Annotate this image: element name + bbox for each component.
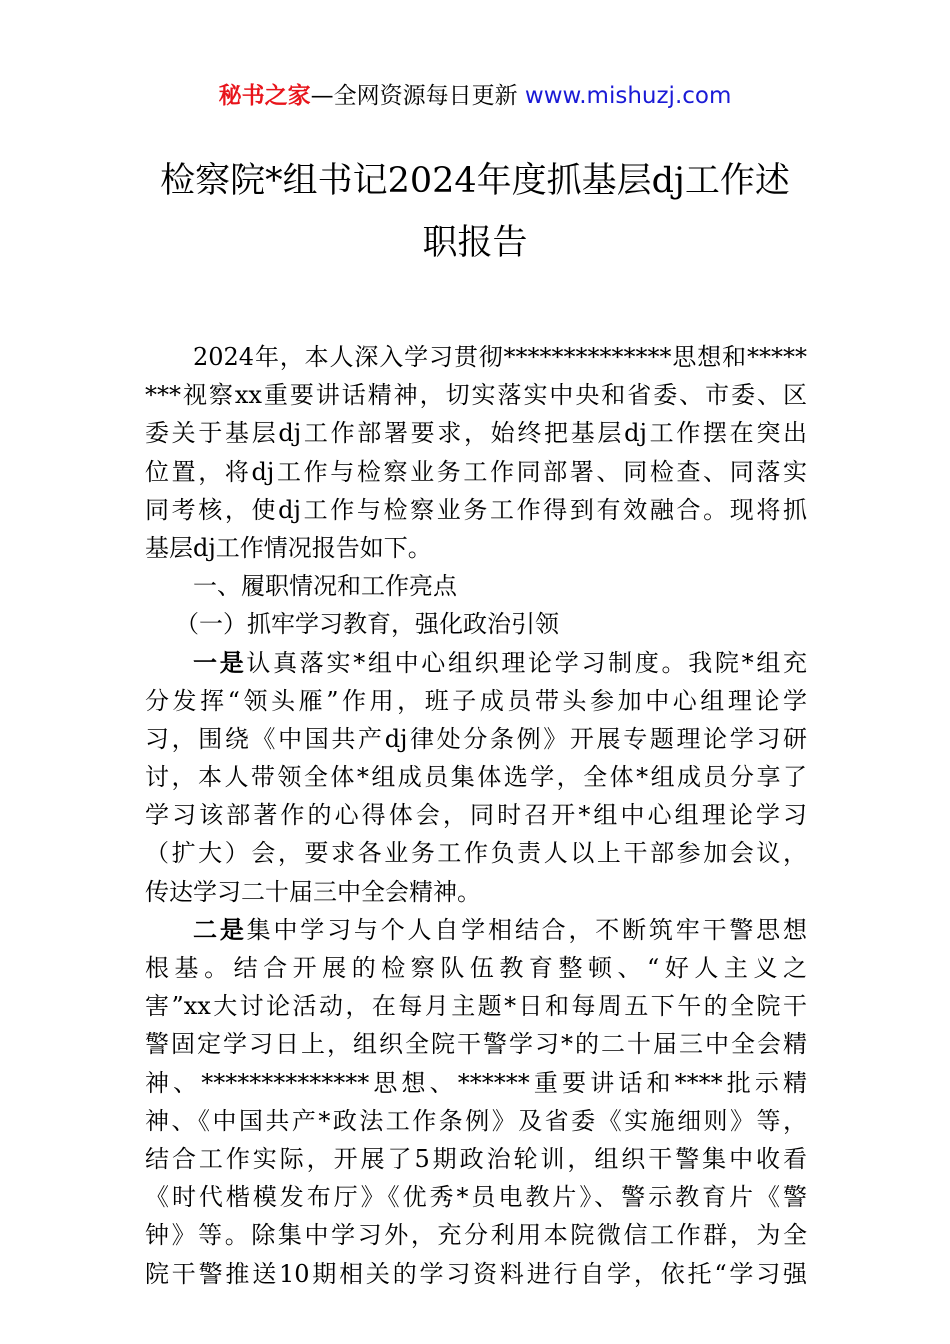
paragraph-3-line: 结合工作实际，开展了5期政治轮训，组织干警集中收看 — [145, 1144, 807, 1173]
paragraph-1-line: 2024年，本人深入学习贯彻**************思想和***** — [193, 343, 807, 371]
title-line-1: 检察院*组书记2024年度抓基层dj工作述 — [160, 161, 790, 201]
paragraph-2-line: 认真落实*组中心组织理论学习制度。我院*组充 — [246, 648, 808, 677]
paragraph-3-lead: 二是 — [193, 914, 247, 944]
paragraph-2-line: （扩大）会，要求各业务工作负责人以上干部参加会议， — [145, 839, 807, 868]
section-1-heading: 一、履职情况和工作亮点 — [193, 572, 457, 601]
paragraph-1-line: 位置，将dj工作与检察业务工作同部署、同检查、同落实 — [145, 457, 807, 486]
paragraph-3-line: 根基。结合开展的检察队伍教育整顿、“好人主义之 — [145, 954, 807, 982]
paragraph-3-line: 害”xx大讨论活动，在每月主题*日和每周五下午的全院干 — [145, 992, 807, 1021]
paragraph-2-line: 学习该部著作的心得体会，同时召开*组中心组理论学习 — [145, 801, 807, 830]
subsection-1-heading: （一）抓牢学习教育，强化政治引领 — [175, 610, 559, 639]
paragraph-2-line: 传达学习二十届三中全会精神。 — [145, 877, 481, 906]
paragraph-3-line: 院干警推送10期相关的学习资料进行自学，依托“学习强 — [145, 1259, 807, 1288]
paragraph-3-line: 集中学习与个人自学相结合，不断筑牢干警思想 — [246, 915, 808, 944]
banner-tagline: —全网资源每日更新 — [310, 83, 525, 109]
document-body — [145, 338, 807, 1293]
paragraph-3-line: 神、**************思想、******重要讲话和****批示精 — [145, 1068, 807, 1097]
paragraph-1-line: ***视察xx重要讲话精神，切实落实中央和省委、市委、区 — [145, 381, 807, 410]
document-title — [100, 150, 850, 274]
paragraph-3-line: 警固定学习日上，组织全院干警学习*的二十届三中全会精 — [145, 1030, 807, 1059]
paragraph-3-line: 钟》等。除集中学习外，充分利用本院微信工作群，为全 — [145, 1221, 807, 1250]
site-banner — [0, 80, 950, 112]
paragraph-3-line: 神、《中国共产*政法工作条例》及省委《实施细则》等， — [145, 1106, 807, 1135]
paragraph-2-first-line — [145, 644, 807, 682]
paragraph-2-line: 习，围绕《中国共产dj律处分条例》开展专题理论学习研 — [145, 724, 807, 753]
paragraph-1-line: 基层dj工作情况报告如下。 — [145, 533, 432, 562]
banner-brand: 秘书之家 — [218, 83, 311, 109]
paragraph-3-first-line — [145, 911, 807, 949]
title-line-2: 职报告 — [422, 223, 528, 263]
paragraph-2-line: 分发挥“领头雁”作用，班子成员带头参加中心组理论学 — [145, 686, 807, 715]
paragraph-3-line: 《时代楷模发布厅》《优秀*员电教片》、警示教育片《警 — [145, 1183, 807, 1212]
banner-url-link[interactable]: www.mishuzj.com — [524, 83, 732, 109]
paragraph-2-lead: 一是 — [193, 647, 247, 677]
paragraph-2-line: 讨，本人带领全体*组成员集体选学，全体*组成员分享了 — [145, 763, 807, 792]
paragraph-1-line: 同考核，使dj工作与检察业务工作得到有效融合。现将抓 — [145, 495, 807, 524]
paragraph-1-line: 委关于基层dj工作部署要求，始终把基层dj工作摆在突出 — [145, 419, 807, 448]
